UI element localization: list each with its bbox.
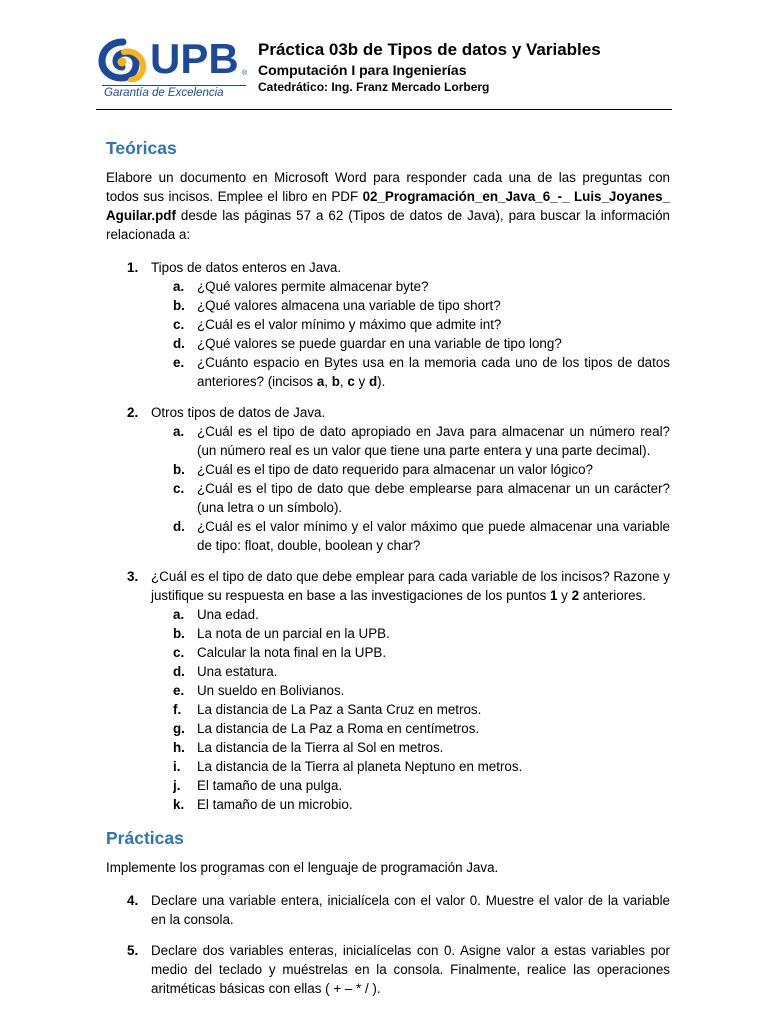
question-5 (106, 941, 670, 998)
item-text: La distancia de La Paz a Roma en centímetros. (197, 721, 480, 736)
subquestion-item (151, 353, 670, 391)
item-text: La distancia de la Tierra al Sol en metros. (197, 740, 444, 755)
subquestion-item (151, 662, 670, 681)
subquestion-item (151, 277, 670, 296)
subquestion-item (151, 757, 670, 776)
item-letter: j. (173, 778, 181, 793)
item-letter: a. (173, 607, 185, 622)
subquestion-list (151, 422, 670, 555)
subquestion-item (151, 460, 670, 479)
bold-ref: c (347, 374, 355, 389)
subquestion-item (151, 719, 670, 738)
item-letter: d. (173, 519, 185, 534)
subquestion-item (151, 700, 670, 719)
teoricas-intro (106, 168, 670, 244)
item-text: La nota de un parcial en la UPB. (197, 626, 390, 641)
question-text: Tipos de datos enteros en Java. (151, 260, 342, 275)
subquestion-list (151, 277, 670, 391)
subquestion-item (151, 624, 670, 643)
upb-swirl-icon (98, 38, 148, 82)
separator: , (324, 374, 332, 389)
item-letter: c. (173, 481, 185, 496)
intro-text: Elabore un documento en Microsoft Word para responder cada una de las preguntas con todos sus incisos. Emplee el libro en PDF (106, 170, 670, 204)
subquestion-item (151, 605, 670, 624)
item-letter: k. (173, 797, 185, 812)
subquestion-item (151, 422, 670, 460)
course-name: Computación I para Ingenierías (258, 62, 467, 78)
bold-ref: b (331, 374, 340, 389)
item-text: ¿Cuál es el tipo de dato requerido para almacenar un valor lógico? (197, 462, 594, 477)
item-letter: a. (173, 279, 185, 294)
logo-wordmark: UPB (150, 35, 239, 82)
item-letter: d. (173, 664, 185, 679)
teacher-name: Catedrático: Ing. Franz Mercado Lorberg (258, 80, 490, 94)
item-letter: b. (173, 298, 185, 313)
document-header (96, 34, 672, 110)
item-letter: i. (173, 759, 181, 774)
registered-mark: ® (242, 70, 248, 77)
bold-ref: d (368, 374, 378, 389)
question-2 (106, 403, 670, 555)
item-letter: h. (173, 740, 185, 755)
question-number: 1. (127, 260, 139, 275)
subquestion-item (151, 681, 670, 700)
subquestion-item (151, 795, 670, 814)
question-1 (106, 258, 670, 391)
item-letter: f. (173, 702, 182, 717)
subquestion-item (151, 643, 670, 662)
logo-divider (102, 85, 246, 86)
item-letter: d. (173, 336, 185, 351)
item-letter: b. (173, 462, 185, 477)
item-text: La distancia de La Paz a Santa Cruz en metros. (197, 702, 482, 717)
item-text: Un sueldo en Bolivianos. (197, 683, 345, 698)
item-letter: a. (173, 424, 185, 439)
item-text: Calcular la nota final en la UPB. (197, 645, 387, 660)
document-title: Práctica 03b de Tipos de datos y Variables (258, 40, 601, 59)
question-text-end: anteriores. (579, 588, 647, 603)
question-text: Declare una variable entera, inicialícela con el valor 0. Muestre el valor de la variable en la consola. (151, 893, 670, 927)
item-text: ¿Cuál es el valor mínimo y máximo que admite int? (197, 317, 502, 332)
item-text: El tamaño de un microbio. (197, 797, 353, 812)
document-body (106, 136, 670, 1010)
item-letter: c. (173, 645, 185, 660)
subquestion-item (151, 517, 670, 555)
question-4 (106, 891, 670, 929)
subquestion-item (151, 776, 670, 795)
item-text: ¿Qué valores almacena una variable de tipo short? (197, 298, 501, 313)
question-list-teoricas (106, 258, 670, 814)
question-list-practicas (106, 891, 670, 998)
item-text: Una estatura. (197, 664, 278, 679)
question-number: 4. (127, 893, 139, 908)
title-block (258, 40, 601, 95)
question-3 (106, 567, 670, 814)
separator: y (557, 588, 572, 603)
book-filename: 02_Programación_en_Java_6_-_ Luis_Joyanes_ Aguilar.pdf (106, 189, 670, 223)
separator: , (339, 374, 348, 389)
question-text: Otros tipos de datos de Java. (151, 405, 326, 420)
item-letter: e. (173, 683, 185, 698)
header-divider (96, 109, 672, 110)
section-heading-teoricas: Teóricas (106, 138, 177, 158)
bold-ref: 1 (550, 588, 558, 603)
subquestion-list (151, 605, 670, 814)
item-text: Una edad. (197, 607, 259, 622)
item-text-end: ). (377, 374, 386, 389)
item-letter: c. (173, 317, 185, 332)
separator: y (354, 374, 369, 389)
question-number: 2. (127, 405, 139, 420)
question-number: 5. (127, 943, 139, 958)
bold-ref: a (316, 374, 325, 389)
subquestion-item (151, 315, 670, 334)
item-text: ¿Qué valores permite almacenar byte? (197, 279, 429, 294)
item-text: El tamaño de una pulga. (197, 778, 343, 793)
section-heading-practicas: Prácticas (106, 828, 184, 848)
subquestion-item (151, 296, 670, 315)
item-text: La distancia de la Tierra al planeta Neptuno en metros. (197, 759, 523, 774)
practicas-intro: Implemente los programas con el lenguaje de programación Java. (106, 860, 499, 875)
item-text: ¿Cuál es el tipo de dato que debe emplearse para almacenar un un carácter? (una letra o un símbolo). (197, 481, 670, 515)
question-text: ¿Cuál es el tipo de dato que debe emplear para cada variable de los incisos? Razone y justifique su respuesta en base a las investigaciones de los puntos (151, 569, 670, 603)
upb-logo (96, 34, 252, 102)
bold-ref: 2 (571, 588, 580, 603)
question-number: 3. (127, 569, 139, 584)
item-text: ¿Cuál es el tipo de dato apropiado en Java para almacenar un número real? (un número real es un valor que tiene una parte entera y una parte decimal). (197, 424, 670, 458)
question-text: Declare dos variables enteras, inicialícelas con 0. Asigne valor a estas variables por medio del teclado y muéstrelas en la consola. Finalmente, realice las operaciones aritméticas básicas con ellas ( + – * / ). (151, 943, 670, 996)
subquestion-item (151, 479, 670, 517)
item-text: ¿Cuánto espacio en Bytes usa en la memoria cada uno de los tipos de datos anteriores? (incisos (197, 355, 670, 389)
item-text: ¿Cuál es el valor mínimo y el valor máximo que puede almacenar una variable de tipo: float, double, boolean y char? (197, 519, 670, 553)
subquestion-item (151, 738, 670, 757)
item-text: ¿Qué valores se puede guardar en una variable de tipo long? (197, 336, 562, 351)
subquestion-item (151, 334, 670, 353)
item-letter: g. (173, 721, 185, 736)
item-letter: b. (173, 626, 185, 641)
item-letter: e. (173, 355, 185, 370)
logo-tagline: Garantía de Excelencia (104, 87, 224, 99)
intro-text-end: desde las páginas 57 a 62 (Tipos de datos de Java), para buscar la información relacionada a: (106, 208, 670, 242)
